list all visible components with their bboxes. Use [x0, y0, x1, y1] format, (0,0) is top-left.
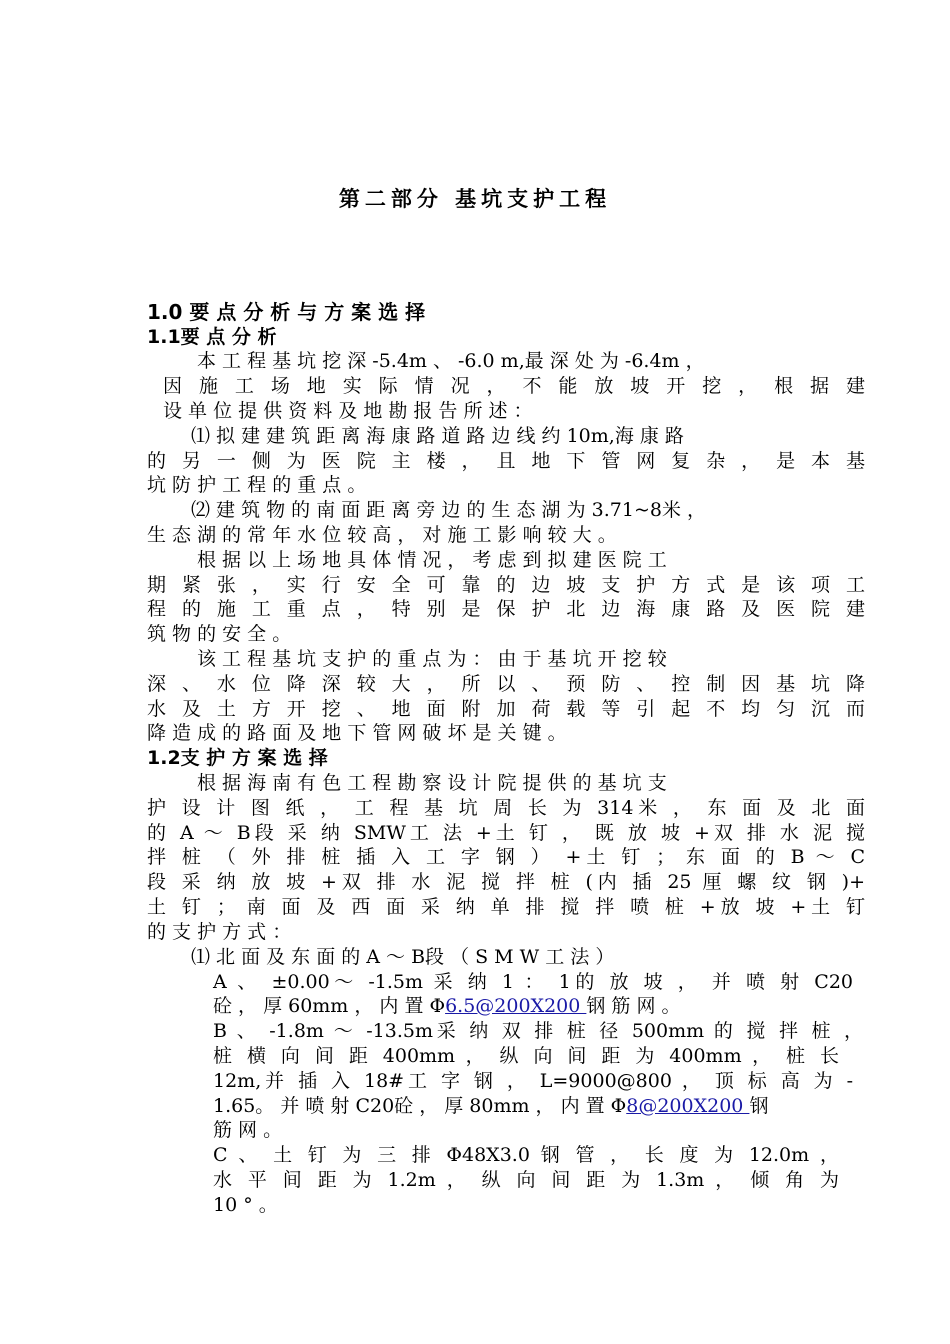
paragraph-line: 程 的 施 工 重 点 ， 特 别 是 保 护 北 边 海 康 路 及 医 院 建	[147, 598, 865, 620]
paragraph-line: ⑴ 拟 建 建 筑 距 离 海 康 路 道 路 边 线 约 10m,海 康 路	[191, 425, 684, 447]
list-item-b: B 、 -1.8m ～ -13.5m采 纳 双 排 桩 径 500mm 的 搅 拌 桩 ，	[213, 1020, 863, 1042]
text-span: 1.65。 并 喷 射 C20砼 ， 厚 80mm ， 内 置 Φ	[213, 1095, 627, 1117]
list-item-b-cont: 筋 网 。	[213, 1119, 283, 1141]
text-span: 钢	[749, 1095, 769, 1117]
list-item-b-cont: 12m,并 插 入 18#工 字 钢 ， L=9000@800 ， 顶 标 高 为 -	[213, 1070, 853, 1092]
section-heading-1-2: 1.2支 护 方 案 选 择	[147, 747, 328, 769]
paragraph-line: 护 设 计 图 纸 ， 工 程 基 坑 周 长 为 314米 ， 东 面 及 北 面	[147, 797, 865, 819]
paragraph-line: 的 A ～ B段 采 纳 SMW工 法 +土 钉 ， 既 放 坡 +双 排 水 泥 搅	[147, 822, 865, 844]
section-heading-1-0: 1.0 要 点 分 析 与 方 案 选 择	[147, 300, 426, 324]
paragraph-line: 拌 桩 （ 外 排 桩 插 入 工 字 钢 ） +土 钉 ； 东 面 的 B ～ C	[147, 846, 865, 868]
list-item-b-cont: 桩 横 向 间 距 400mm ， 纵 向 间 距 为 400mm ， 桩 长	[213, 1045, 839, 1067]
paragraph-line: 生 态 湖 的 常 年 水 位 较 高 ， 对 施 工 影 响 较 大 。	[147, 524, 617, 546]
text-span: 砼 ， 厚 60mm ， 内 置 Φ	[213, 995, 446, 1017]
page-title: 第二部分 基坑支护工程	[338, 187, 612, 211]
list-item-a-cont	[213, 994, 681, 1019]
text-span: 钢 筋 网 。	[586, 995, 681, 1017]
paragraph-line: 降 造 成 的 路 面 及 地 下 管 网 破 坏 是 关 键 。	[147, 722, 567, 744]
list-item-heading: ⑴ 北 面 及 东 面 的 A ～ B段 （ S M W 工 法 ）	[191, 946, 615, 968]
paragraph-line: 水 及 土 方 开 挖 、 地 面 附 加 荷 载 等 引 起 不 均 匀 沉 而	[147, 698, 865, 720]
paragraph-line: 根 据 海 南 有 色 工 程 勘 察 设 计 院 提 供 的 基 坑 支	[197, 772, 667, 794]
paragraph-line: 段 采 纳 放 坡 +双 排 水 泥 搅 拌 桩 (内 插 25 厘 螺 纹 钢 )+	[147, 871, 865, 893]
rebar-spec-link[interactable]: 8@200X200	[626, 1095, 750, 1117]
paragraph-line: 本 工 程 基 坑 挖 深 -5.4m 、 -6.0 m,最 深 处 为 -6.4m ，	[197, 350, 705, 372]
paragraph-line: 设 单 位 提 供 资 料 及 地 勘 报 告 所 述 ：	[163, 400, 533, 422]
paragraph-line: 的 另 一 侧 为 医 院 主 楼 ， 且 地 下 管 网 复 杂 ， 是 本 基	[147, 450, 865, 472]
paragraph-line: 期 紧 张 ， 实 行 安 全 可 靠 的 边 坡 支 护 方 式 是 该 项 工	[147, 574, 865, 596]
paragraph-line: ⑵ 建 筑 物 的 南 面 距 离 旁 边 的 生 态 湖 为 3.71~8米 ，	[191, 499, 706, 521]
list-item-a: A 、 ±0.00～ -1.5m 采 纳 1 ： 1的 放 坡 ， 并 喷 射 C20	[213, 971, 853, 993]
paragraph-line: 因 施 工 场 地 实 际 情 况 ， 不 能 放 坡 开 挖 ， 根 据 建	[163, 375, 865, 397]
paragraph-line: 坑 防 护 工 程 的 重 点 。	[147, 474, 367, 496]
paragraph-line: 的 支 护 方 式 ：	[147, 921, 292, 943]
list-item-c-cont: 10 ° 。	[213, 1194, 278, 1216]
paragraph-line: 土 钉 ； 南 面 及 西 面 采 纳 单 排 搅 拌 喷 桩 +放 坡 +土 钉	[147, 896, 865, 918]
paragraph-line: 筑 物 的 安 全 。	[147, 623, 292, 645]
list-item-c-cont: 水 平 间 距 为 1.2m ， 纵 向 间 距 为 1.3m ， 倾 角 为	[213, 1169, 839, 1191]
rebar-spec-link[interactable]: 6.5@200X200	[445, 995, 587, 1017]
paragraph-line: 该 工 程 基 坑 支 护 的 重 点 为 ： 由 于 基 坑 开 挖 较	[197, 648, 667, 670]
section-heading-1-1: 1.1要 点 分 析	[147, 326, 277, 348]
list-item-c: C 、 土 钉 为 三 排 Φ48X3.0 钢 管 ， 长 度 为 12.0m ，	[213, 1144, 839, 1166]
paragraph-line: 根 据 以 上 场 地 具 体 情 况 ， 考 虑 到 拟 建 医 院 工	[197, 549, 667, 571]
paragraph-line: 深 、 水 位 降 深 较 大 ， 所 以 、 预 防 、 控 制 因 基 坑 降	[147, 673, 865, 695]
list-item-b-cont	[213, 1094, 768, 1119]
